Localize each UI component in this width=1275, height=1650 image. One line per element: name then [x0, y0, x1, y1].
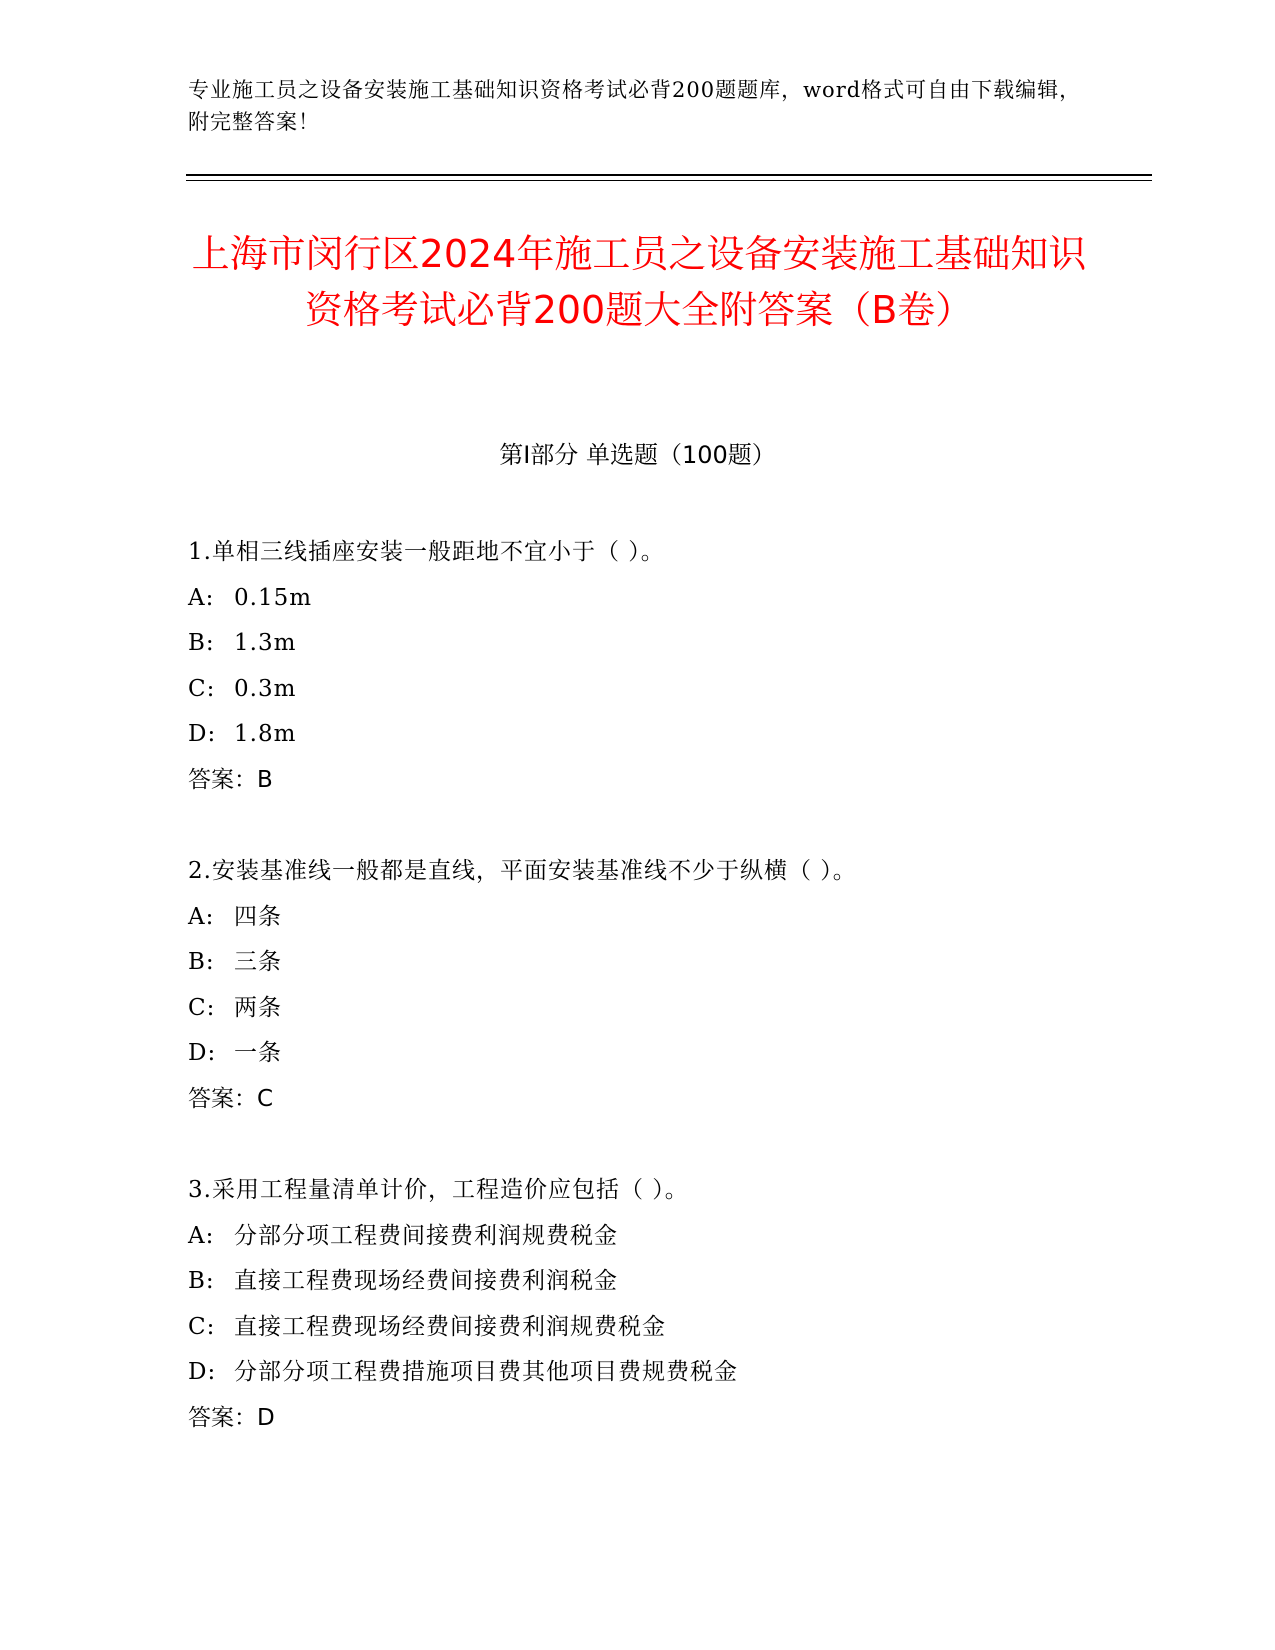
option-letter: A:: [188, 584, 215, 611]
option-text: 一条: [234, 1040, 282, 1066]
option-text: 1.8m: [234, 721, 297, 747]
option-text: 分部分项工程费间接费利润规费税金: [234, 1222, 618, 1249]
document-title: 上海市闵行区2024年施工员之设备安装施工基础知识资格考试必背200题大全附答案（B卷）: [191, 232, 1087, 332]
option-text: 1.3m: [234, 630, 297, 656]
answer-line: 答案：C: [188, 1085, 274, 1112]
option-letter: A:: [188, 1222, 215, 1249]
option-text: 四条: [234, 903, 282, 930]
option-b: [188, 940, 1148, 986]
option-a: [188, 576, 1148, 622]
question-stem: 2.安装基准线一般都是直线，平面安装基准线不少于纵横（ ）。: [188, 858, 857, 884]
option-text: 0.15m: [234, 584, 313, 611]
option-text: 0.3m: [234, 675, 297, 702]
option-letter: D:: [188, 721, 217, 747]
option-c: [188, 986, 1148, 1032]
option-text: 直接工程费现场经费间接费利润税金: [234, 1268, 618, 1294]
option-d: [188, 712, 1148, 758]
option-text: 直接工程费现场经费间接费利润规费税金: [234, 1313, 666, 1340]
option-letter: A:: [188, 903, 215, 930]
option-letter: C:: [188, 675, 216, 702]
header-divider-thick: [186, 174, 1152, 176]
option-letter: C:: [188, 1313, 216, 1340]
option-letter: D:: [188, 1359, 217, 1385]
question-stem: 1.单相三线插座安装一般距地不宜小于（ ）。: [188, 539, 665, 565]
option-text: 三条: [234, 949, 282, 975]
question-list: [188, 530, 1148, 1487]
question-item: [188, 1168, 1148, 1441]
option-a: [188, 1214, 1148, 1260]
option-letter: B:: [188, 630, 215, 656]
option-text: 两条: [234, 994, 282, 1021]
option-d: [188, 1350, 1148, 1396]
option-a: [188, 895, 1148, 941]
option-d: [188, 1031, 1148, 1077]
option-c: [188, 1305, 1148, 1351]
option-c: [188, 667, 1148, 713]
question-item: [188, 849, 1148, 1122]
header-divider-thin: [186, 180, 1152, 181]
question-stem: 3.采用工程量清单计价，工程造价应包括（ ）。: [188, 1177, 689, 1203]
option-letter: C:: [188, 994, 216, 1021]
answer-line: 答案：D: [188, 1404, 275, 1431]
option-letter: B:: [188, 1268, 215, 1294]
option-b: [188, 1259, 1148, 1305]
option-letter: B:: [188, 949, 215, 975]
option-b: [188, 621, 1148, 667]
section-heading: 第I部分 单选题（100题）: [499, 441, 776, 469]
answer-line: 答案：B: [188, 766, 273, 793]
header-note: 专业施工员之设备安装施工基础知识资格考试必背200题题库，word格式可自由下载编辑，附完整答案！: [188, 78, 1082, 134]
option-text: 分部分项工程费措施项目费其他项目费规费税金: [234, 1359, 738, 1385]
option-letter: D:: [188, 1040, 217, 1066]
question-item: [188, 530, 1148, 803]
